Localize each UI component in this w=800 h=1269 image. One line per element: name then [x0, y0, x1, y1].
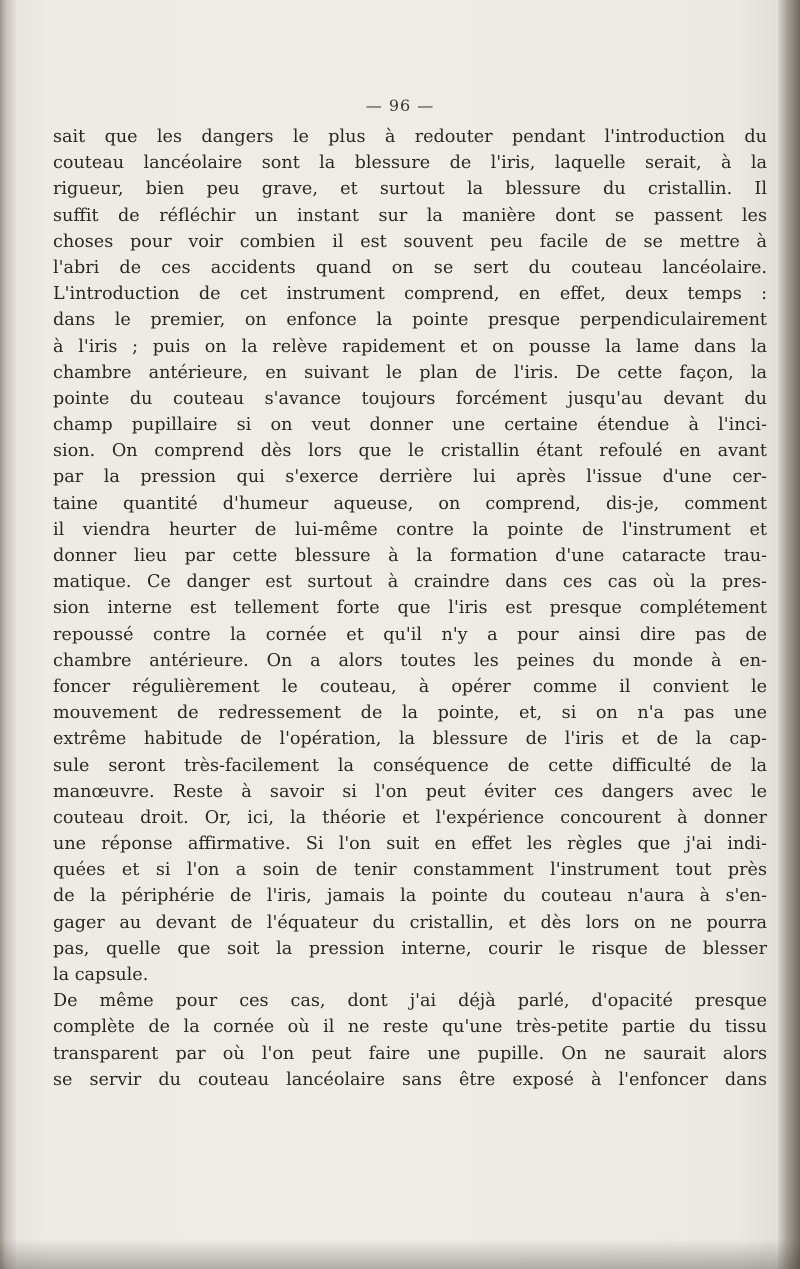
text-line: mouvement de redressement de la pointe, et, si on n'a pas une: [53, 703, 767, 724]
text-line: pas, quelle que soit la pression interne, courir le risque de blesser: [53, 938, 767, 959]
text-line: complète de la cornée où il ne reste qu'une très-petite partie du tissu: [53, 1017, 767, 1038]
text-line: manœuvre. Reste à savoir si l'on peut éviter ces dangers avec le: [53, 781, 767, 802]
text-line: sait que les dangers le plus à redouter pendant l'introduction du: [53, 127, 767, 147]
text-line: sule seront très-facilement la conséquence de cette difficulté de la: [53, 755, 767, 776]
text-line: il viendra heurter de lui-même contre la pointe de l'instrument et: [53, 519, 767, 540]
text-line: De même pour ces cas, dont j'ai déjà parlé, d'opacité presque: [53, 991, 767, 1012]
text-line: transparent par où l'on peut faire une pupille. On ne saurait alors: [53, 1043, 767, 1064]
text-line: quées et si l'on a soin de tenir constamment l'instrument tout près: [53, 860, 767, 881]
page-right-edge-shadow: [778, 0, 800, 1269]
text-line: chambre antérieure, en suivant le plan de l'iris. De cette façon, la: [53, 362, 767, 383]
text-line: couteau lancéolaire sont la blessure de l'iris, laquelle serait, à la: [53, 153, 767, 174]
text-line: choses pour voir combien il est souvent peu facile de se mettre à: [53, 231, 767, 252]
text-line: L'introduction de cet instrument comprend, en effet, deux temps :: [53, 284, 767, 305]
text-line: pointe du couteau s'avance toujours forcément jusqu'au devant du: [53, 388, 767, 409]
body-text: [53, 124, 767, 1093]
page-number: — 96 —: [365, 96, 435, 115]
text-line: couteau droit. Or, ici, la théorie et l'expérience concourent à donner: [53, 807, 767, 828]
text-line: matique. Ce danger est surtout à craindre dans ces cas où la pres-: [53, 572, 767, 593]
page-left-edge-shadow: [0, 0, 16, 1269]
text-line: à l'iris ; puis on la relève rapidement et on pousse la lame dans la: [53, 336, 767, 357]
text-line: rigueur, bien peu grave, et surtout la blessure du cristallin. Il: [53, 179, 767, 200]
text-line: donner lieu par cette blessure à la formation d'une cataracte trau-: [53, 546, 767, 566]
text-line: une réponse affirmative. Si l'on suit en effet les règles que j'ai indi-: [53, 834, 767, 855]
text-line: champ pupillaire si on veut donner une certaine étendue à l'inci-: [53, 415, 767, 436]
text-line: repoussé contre la cornée et qu'il n'y a pour ainsi dire pas de: [53, 624, 767, 645]
page-bottom-shadow: [0, 1239, 800, 1269]
text-line: extrême habitude de l'opération, la blessure de l'iris et de la cap-: [53, 729, 767, 750]
text-line: gager au devant de l'équateur du cristallin, et dès lors on ne pourra: [53, 912, 767, 933]
text-line: foncer régulièrement le couteau, à opérer comme il convient le: [53, 676, 767, 697]
text-line: se servir du couteau lancéolaire sans être exposé à l'enfoncer dans: [53, 1069, 767, 1090]
text-line: l'abri de ces accidents quand on se sert du couteau lancéolaire.: [53, 257, 767, 278]
text-line: suffit de réfléchir un instant sur la manière dont se passent les: [53, 205, 767, 226]
text-line: de la périphérie de l'iris, jamais la pointe du couteau n'aura à s'en-: [53, 886, 767, 907]
text-line: sion. On comprend dès lors que le cristallin étant refoulé en avant: [53, 441, 767, 462]
text-line: taine quantité d'humeur aqueuse, on comprend, dis-je, comment: [53, 493, 767, 514]
text-line: sion interne est tellement forte que l'iris est presque complétement: [53, 598, 767, 619]
text-line: dans le premier, on enfonce la pointe presque perpendiculairement: [53, 310, 767, 331]
text-line: par la pression qui s'exerce derrière lui après l'issue d'une cer-: [53, 467, 767, 488]
text-line: la capsule.: [53, 965, 149, 985]
text-line: chambre antérieure. On a alors toutes les peines du monde à en-: [53, 650, 767, 671]
